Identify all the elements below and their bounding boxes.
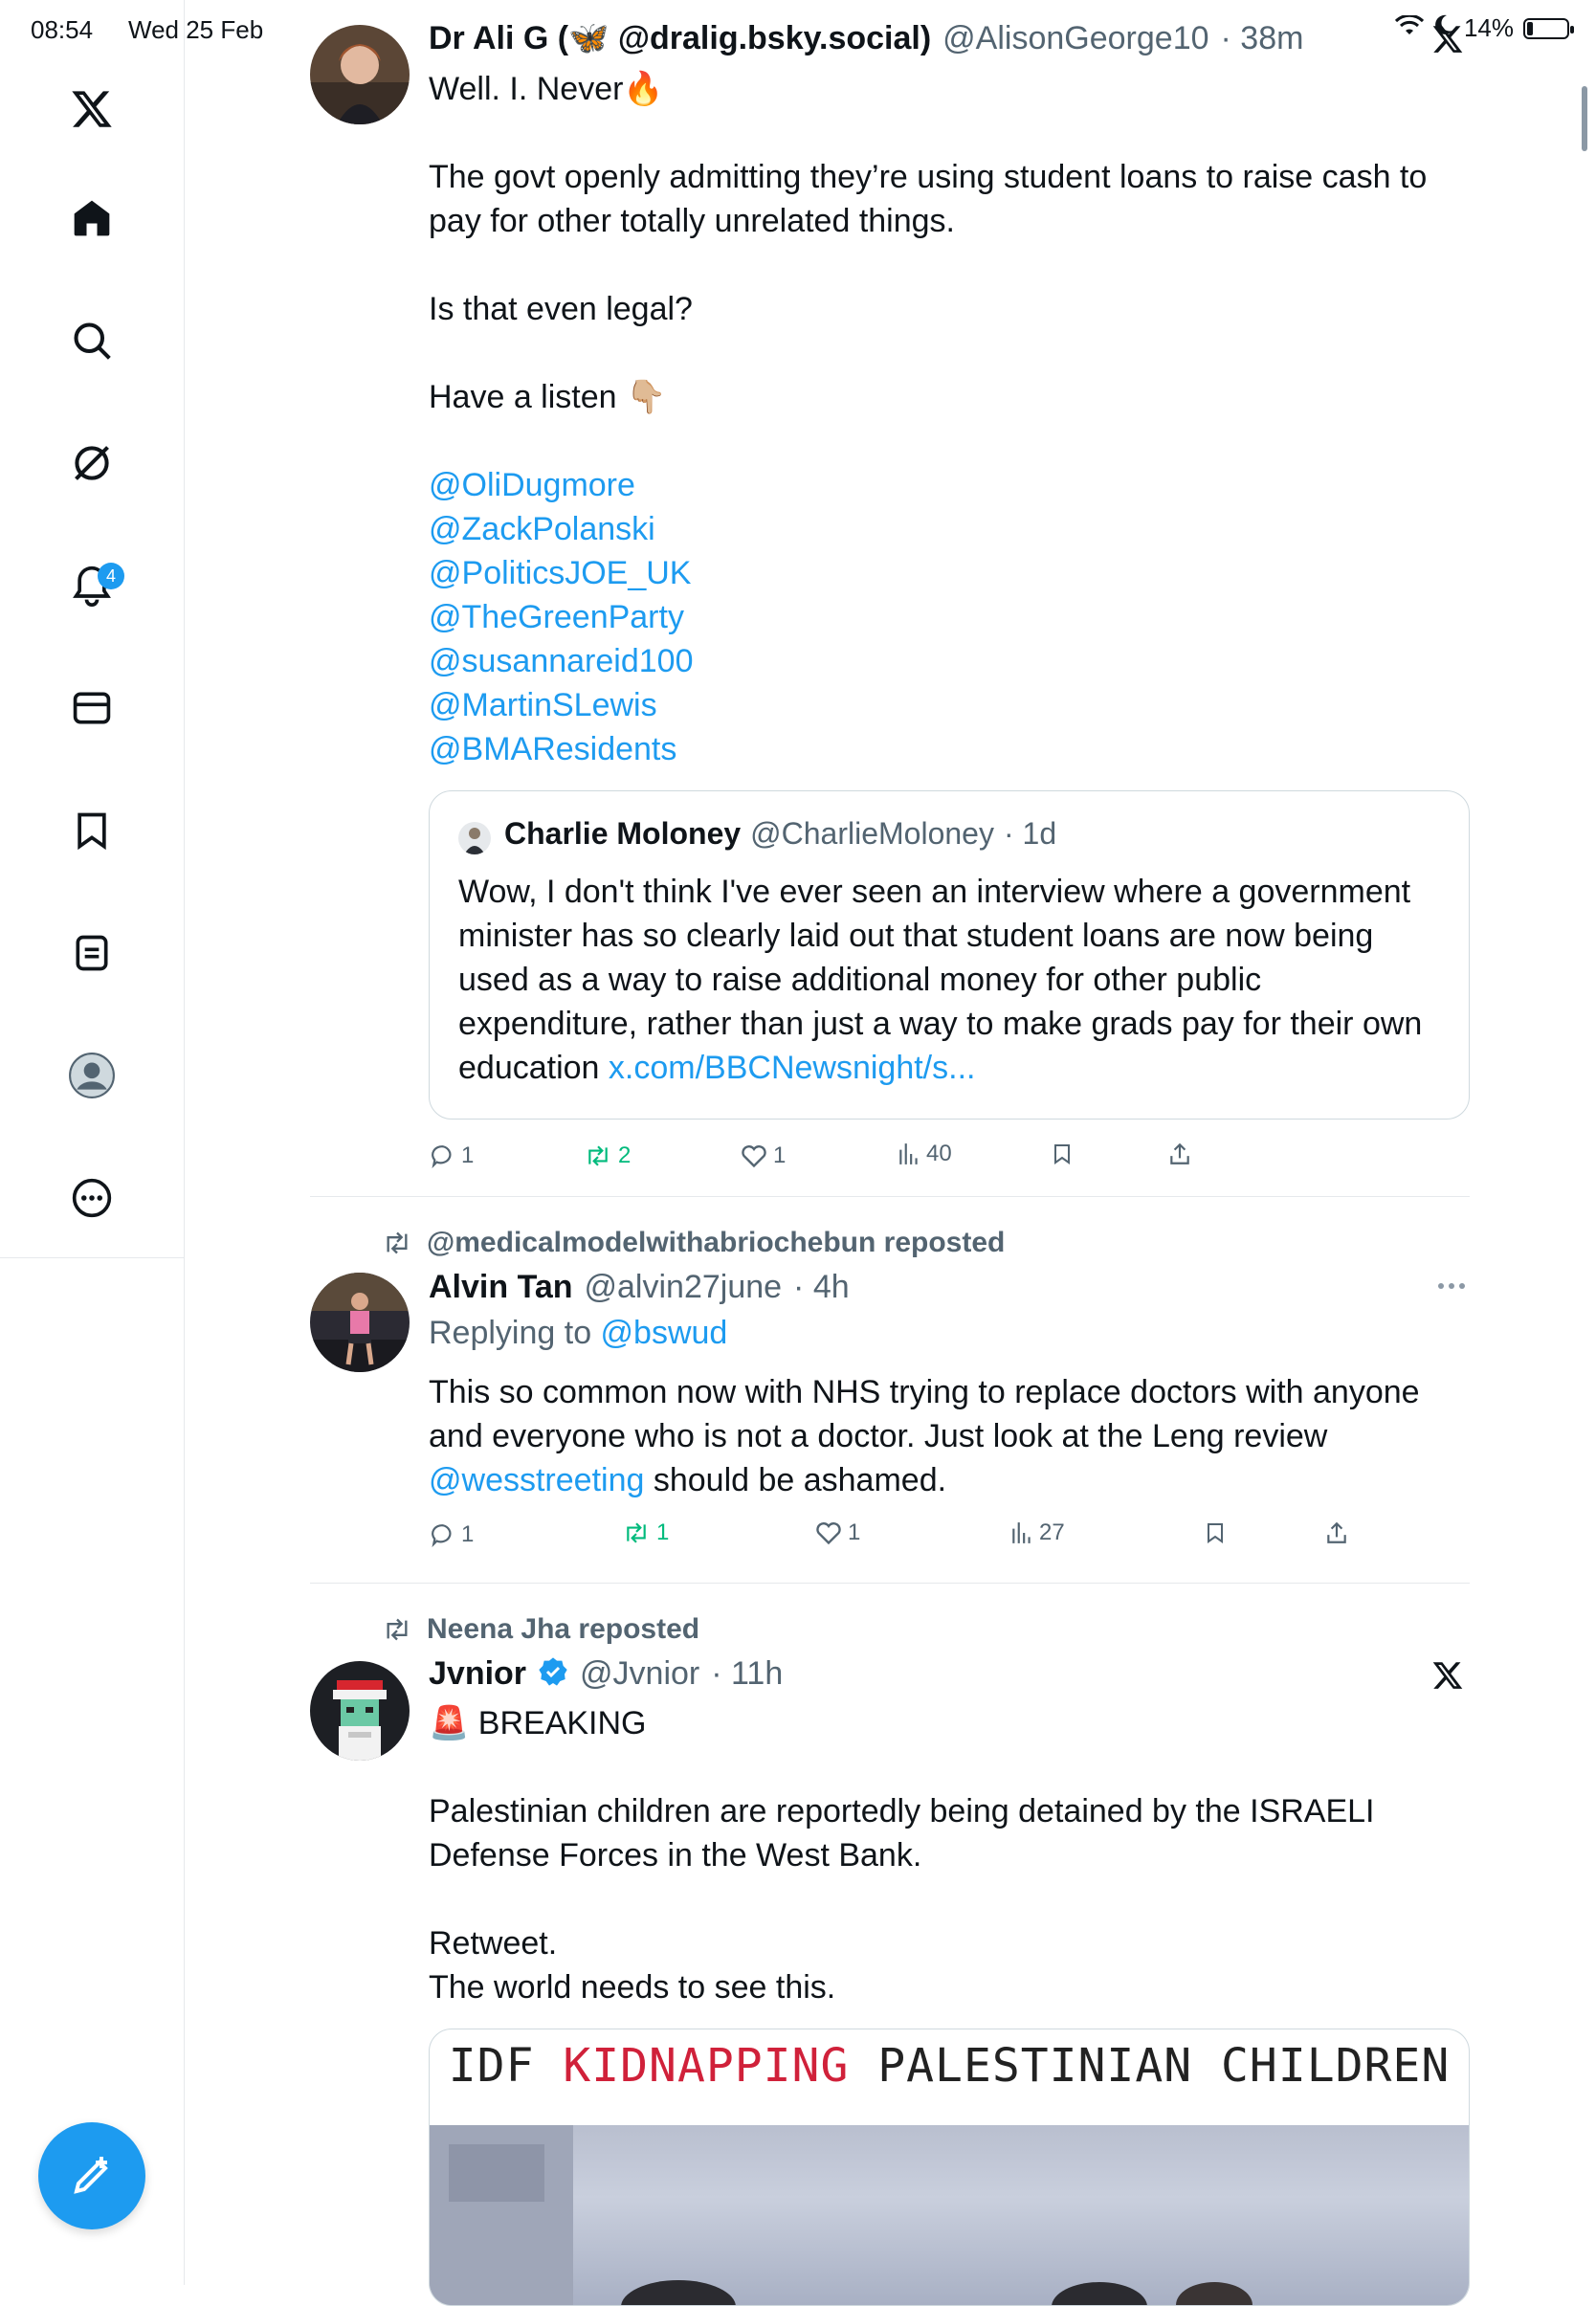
tweet1-header <box>429 19 1303 57</box>
repost-button[interactable] <box>584 1142 631 1169</box>
quoted-tweet-card[interactable] <box>429 790 1470 1120</box>
tweet2-timestamp[interactable]: · 4h <box>793 1269 850 1305</box>
share-icon <box>1324 1519 1349 1546</box>
mention-link[interactable]: @OliDugmore <box>429 467 635 503</box>
tweet2-header <box>429 1269 850 1306</box>
more-options-icon[interactable] <box>57 1164 126 1232</box>
repost-icon <box>381 1616 413 1643</box>
bookmark-button[interactable] <box>1204 1519 1227 1546</box>
mention-link[interactable]: @BMAResidents <box>429 731 677 767</box>
grok-icon[interactable] <box>57 429 126 498</box>
battery-icon <box>1523 18 1569 39</box>
reply-count: 1 <box>461 1142 475 1168</box>
tweet1-para2: Is that even legal? <box>429 291 693 327</box>
quoted-tweet-text <box>458 870 1434 1090</box>
tweet1-para3: Have a listen 👇🏼 <box>429 379 667 415</box>
tweet1-para1: The govt openly admitting they’re using student loans to raise cash to pay for other totally unrelated things. <box>429 159 1428 239</box>
scrollbar[interactable] <box>1582 86 1587 151</box>
quoted-url-link[interactable]: x.com/BBCNewsnight/s... <box>608 1050 976 1086</box>
repost-count: 1 <box>656 1519 670 1545</box>
tweet1-line1: Well. I. Never🔥 <box>429 71 664 107</box>
tweet2-text <box>429 1370 1481 1502</box>
quoted-author-avatar <box>458 822 491 854</box>
x-logo-icon <box>1431 23 1464 60</box>
repost-button[interactable] <box>622 1519 669 1546</box>
replying-to-label: Replying to <box>429 1315 601 1351</box>
verified-badge-icon <box>538 1656 568 1692</box>
tweet2-reposted-by: @medicalmodelwithabriochebun reposted <box>427 1227 1006 1258</box>
repost-icon <box>622 1520 651 1545</box>
reply-count: 1 <box>461 1521 475 1547</box>
x-logo-icon[interactable] <box>57 75 126 144</box>
tweet3-para2b: The world needs to see this. <box>429 1969 836 2006</box>
quoted-author-name: Charlie Moloney <box>504 816 742 851</box>
mention-link[interactable]: @PoliticsJOE_UK <box>429 555 692 591</box>
share-button[interactable] <box>1324 1519 1349 1546</box>
media-title-part1: IDF <box>448 2039 564 2093</box>
heart-icon <box>815 1520 842 1545</box>
media-title-part2: KIDNAPPING <box>563 2039 850 2093</box>
views-chart-icon <box>898 1142 920 1166</box>
notifications-badge: 4 <box>98 563 124 589</box>
quoted-text-body: Wow, I don't think I've ever seen an interview where a government minister has so clearly laid out that student loans are now being used as a way to raise additional money for other public expenditure, rather than just a way to make grads pay for their own education <box>458 874 1423 1086</box>
media-video-frame <box>430 2125 1469 2305</box>
repost-icon <box>584 1143 612 1168</box>
compose-post-button[interactable] <box>38 2122 145 2229</box>
like-button[interactable] <box>815 1519 860 1546</box>
like-count: 1 <box>773 1142 787 1168</box>
tweet3-text <box>429 1701 1481 2009</box>
messages-envelope-icon[interactable] <box>57 674 126 743</box>
reply-button[interactable] <box>431 1521 474 1548</box>
profile-avatar-icon[interactable] <box>57 1041 126 1110</box>
lists-icon[interactable] <box>57 919 126 987</box>
compose-feather-icon <box>69 2153 115 2199</box>
avatar-tweet2[interactable] <box>310 1273 410 1372</box>
views-count: 27 <box>1039 1519 1065 1545</box>
battery-fill <box>1527 22 1533 35</box>
tweet2-author-handle[interactable]: @alvin27june <box>584 1269 783 1305</box>
bookmarks-icon[interactable] <box>57 796 126 865</box>
tweet3-para2a: Retweet. <box>429 1925 558 1962</box>
tweet3-author-handle[interactable]: @Jvnior <box>580 1655 700 1692</box>
tweet3-line1: 🚨 BREAKING <box>429 1705 647 1741</box>
x-logo-icon <box>1431 1659 1464 1696</box>
quoted-tweet-header <box>504 816 1056 852</box>
tweet2-text-end: should be ashamed. <box>644 1462 947 1498</box>
views-button[interactable] <box>898 1141 952 1167</box>
sidebar-divider <box>0 1257 184 1258</box>
tweet3-reposted-by: Neena Jha reposted <box>427 1613 700 1645</box>
reply-icon <box>431 1143 455 1168</box>
bookmark-icon <box>1204 1519 1227 1546</box>
media-title-part3: PALESTINIAN CHILDREN <box>849 2039 1451 2093</box>
status-date: Wed 25 Feb <box>128 15 264 44</box>
tweet3-media-video[interactable] <box>429 2029 1470 2306</box>
tweet2-replying-to <box>429 1315 727 1352</box>
tweet3-author-name[interactable]: Jvnior <box>429 1655 527 1692</box>
status-time: 08:54 <box>31 15 94 44</box>
quoted-author-handle: @CharlieMoloney <box>750 816 994 851</box>
tweet2-repost-context[interactable] <box>381 1227 1005 1259</box>
media-title <box>430 2039 1469 2093</box>
status-icons <box>1395 13 1569 43</box>
wifi-icon <box>1395 13 1424 43</box>
share-icon <box>1167 1141 1192 1167</box>
mention-link[interactable]: @ZackPolanski <box>429 511 655 547</box>
quoted-timestamp: · 1d <box>1003 816 1057 851</box>
heart-icon <box>741 1143 767 1168</box>
share-button[interactable] <box>1167 1141 1192 1167</box>
tweet1-author-name[interactable]: Dr Ali G (🦋 @dralig.bsky.social) <box>429 20 932 56</box>
tweet1-author-handle[interactable]: @AlisonGeorge10 <box>942 20 1209 56</box>
video-frame-image <box>430 2125 1470 2306</box>
search-icon[interactable] <box>57 306 126 375</box>
tweet3-para1: Palestinian children are reportedly being detained by the ISRAELI Defense Forces in the West Bank. <box>429 1793 1375 1874</box>
bookmark-button[interactable] <box>1051 1141 1074 1167</box>
views-button[interactable] <box>1010 1519 1065 1546</box>
tweet2-text-body: This so common now with NHS trying to replace doctors with anyone and everyone who is not a doctor. Just look at the Leng review <box>429 1374 1420 1454</box>
mention-link[interactable]: @wesstreeting <box>429 1462 645 1498</box>
views-chart-icon <box>1010 1520 1033 1545</box>
tweet2-author-name[interactable]: Alvin Tan <box>429 1269 573 1305</box>
mention-link[interactable]: @TheGreenParty <box>429 599 684 635</box>
tweet-divider <box>310 1583 1470 1584</box>
mention-link[interactable]: @susannareid100 <box>429 643 694 679</box>
repost-count: 2 <box>618 1142 632 1168</box>
tweet3-header <box>429 1655 783 1693</box>
tweet3-timestamp[interactable]: · 11h <box>711 1655 784 1692</box>
bookmark-icon <box>1051 1141 1074 1167</box>
repost-icon <box>381 1230 413 1256</box>
tweet1-timestamp[interactable]: · 38m <box>1220 20 1304 56</box>
mention-link[interactable]: @MartinSLewis <box>429 687 657 723</box>
notifications-bell-icon[interactable] <box>57 551 126 620</box>
reply-icon <box>431 1522 455 1547</box>
tweet-divider <box>310 1196 1470 1197</box>
battery-percent: 14% <box>1463 13 1514 42</box>
avatar-tweet1[interactable] <box>310 25 410 124</box>
tweet3-repost-context[interactable] <box>381 1613 699 1646</box>
replying-to-link[interactable]: @bswud <box>600 1315 728 1351</box>
avatar-tweet3[interactable] <box>310 1661 410 1761</box>
tweet1-text <box>429 67 1481 771</box>
like-count: 1 <box>848 1519 861 1545</box>
like-button[interactable] <box>741 1142 786 1169</box>
tweet2-more-options-icon[interactable] <box>1437 1278 1466 1296</box>
views-count: 40 <box>926 1141 952 1166</box>
home-icon[interactable] <box>57 184 126 253</box>
reply-button[interactable] <box>431 1142 474 1169</box>
